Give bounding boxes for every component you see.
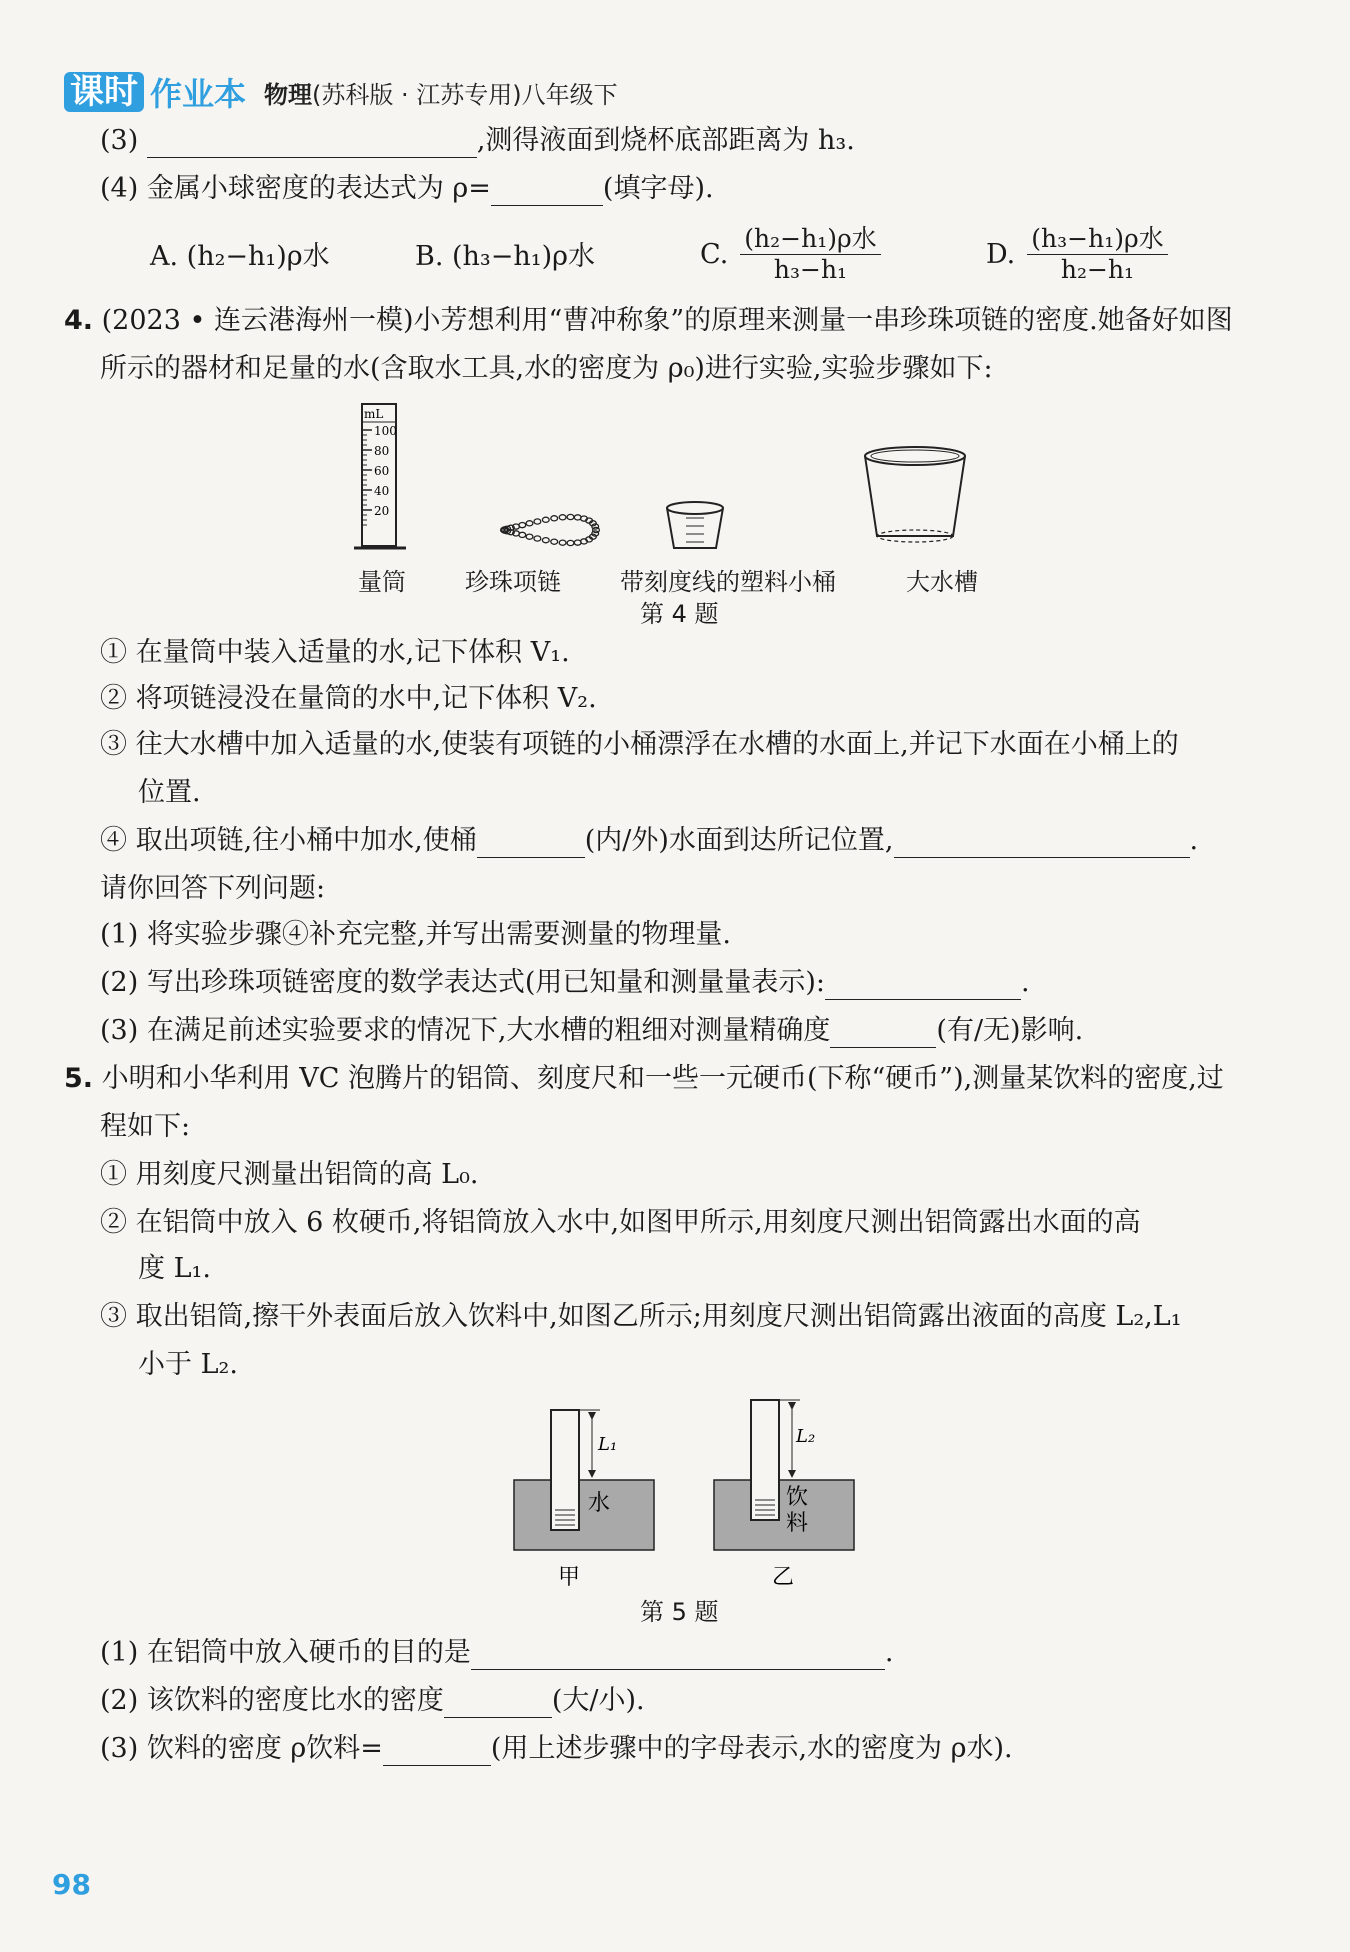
figure-yi xyxy=(714,1400,854,1590)
q4-step4: ④ 取出项链,往小桶中加水,使桶 (内/外)水面到达所记位置, . xyxy=(100,825,1199,856)
cylinder-tick-label: 40 xyxy=(374,484,390,498)
q5-step3-line2: 小于 L₂. xyxy=(138,1349,238,1380)
q5-caption: 第 5 题 xyxy=(640,1598,719,1626)
label-tank: 大水槽 xyxy=(906,568,978,596)
q5-answer1: (1) 在铝筒中放入硬币的目的是 . xyxy=(100,1637,894,1668)
pearl-necklace-icon xyxy=(501,514,600,545)
cylinder-tick-label: 60 xyxy=(374,464,390,478)
cylinder-unit: mL xyxy=(364,407,384,421)
q4-step1: ① 在量筒中装入适量的水,记下体积 V₁. xyxy=(100,637,570,668)
header xyxy=(64,70,618,114)
answer-blank[interactable] xyxy=(444,1689,552,1718)
label-water: 水 xyxy=(588,1491,611,1516)
brand-name: 作业本 xyxy=(150,75,247,113)
graduated-cylinder-icon xyxy=(354,404,406,548)
label-l1: L₁ xyxy=(598,1434,618,1455)
q4-intro-line1: 4. (2023 • 连云港海州一模)小芳想利用“曹冲称象”的原理来测量一串珍珠项链的密度.她备好如图 xyxy=(64,305,1233,336)
label-jia: 甲 xyxy=(558,1565,581,1590)
label-l2: L₂ xyxy=(796,1426,816,1447)
label-drink-2: 料 xyxy=(786,1511,809,1536)
q5-step2-line2: 度 L₁. xyxy=(138,1253,211,1284)
option-a: A. (h₂−h₁)ρ水 xyxy=(150,241,330,272)
answer-blank[interactable] xyxy=(147,129,477,158)
answer-blank[interactable] xyxy=(894,829,1190,858)
answer-blank[interactable] xyxy=(471,1641,885,1670)
answer-blank[interactable] xyxy=(477,829,585,858)
label-bucket: 带刻度线的塑料小桶 xyxy=(620,568,836,596)
plastic-bucket-icon xyxy=(667,502,723,548)
option-d: D. $\frac{\text{(h₃−h₁)ρ水}}{\text{h₂−h₁}}$ xyxy=(986,224,1168,285)
q5-answer2: (2) 该饮料的密度比水的密度 (大/小). xyxy=(100,1685,645,1716)
q4-step2: ② 将项链浸没在量筒的水中,记下体积 V₂. xyxy=(100,683,597,714)
answer-blank[interactable] xyxy=(825,971,1021,1000)
answer-blank[interactable] xyxy=(830,1019,936,1048)
q4-answer1: (1) 将实验步骤④补充完整,并写出需要测量的物理量. xyxy=(100,919,731,950)
option-b: B. (h₃−h₁)ρ水 xyxy=(415,241,595,272)
water-tank-icon xyxy=(865,447,965,542)
label-cylinder: 量筒 xyxy=(358,568,406,596)
q3-step4: (4) 金属小球密度的表达式为 ρ= (填字母). xyxy=(100,173,714,204)
answer-blank[interactable] xyxy=(383,1737,491,1766)
answer-blank[interactable] xyxy=(491,177,603,206)
q4-step3-line2: 位置. xyxy=(138,777,201,808)
cylinder-tick-label: 100 xyxy=(374,424,397,438)
label-necklace: 珍珠项链 xyxy=(465,568,561,596)
label-yi: 乙 xyxy=(772,1565,795,1590)
figure-jia xyxy=(514,1410,654,1590)
label-drink-1: 饮 xyxy=(786,1485,809,1510)
q5-intro-line2: 程如下: xyxy=(100,1111,191,1142)
header-subject: 物理(苏科版 · 江苏专用)八年级下 xyxy=(264,80,618,109)
q5-answer3: (3) 饮料的密度 ρ饮料= (用上述步骤中的字母表示,水的密度为 ρ水). xyxy=(100,1733,1013,1764)
q4-ask: 请你回答下列问题: xyxy=(100,873,326,904)
q4-intro-line2: 所示的器材和足量的水(含取水工具,水的密度为 ρ₀)进行实验,实验步骤如下: xyxy=(100,353,993,384)
option-c: C. $\frac{\text{(h₂−h₁)ρ水}}{\text{h₃−h₁}}$ xyxy=(700,224,881,285)
q4-step3-line1: ③ 往大水槽中加入适量的水,使装有项链的小桶漂浮在水槽的水面上,并记下水面在小桶上的 xyxy=(100,729,1179,760)
page-number: 98 xyxy=(52,1868,91,1901)
q5-intro-line1: 5. 小明和小华利用 VC 泡腾片的铝筒、刻度尺和一些一元硬币(下称“硬币”),测量某饮料的密度,过 xyxy=(64,1063,1224,1094)
q5-step3-line1: ③ 取出铝筒,擦干外表面后放入饮料中,如图乙所示;用刻度尺测出铝筒露出液面的高度 L₂,L₁ xyxy=(100,1301,1182,1332)
q5-step2-line1: ② 在铝筒中放入 6 枚硬币,将铝筒放入水中,如图甲所示,用刻度尺测出铝筒露出水面的高 xyxy=(100,1207,1141,1238)
brand-logo: 课时 xyxy=(64,72,144,112)
q5-step1: ① 用刻度尺测量出铝筒的高 L₀. xyxy=(100,1159,479,1190)
q3-step3: (3) ,测得液面到烧杯底部距离为 h₃. xyxy=(100,125,855,156)
q4-answer2: (2) 写出珍珠项链密度的数学表达式(用已知量和测量量表示): . xyxy=(100,967,1030,998)
q4-caption: 第 4 题 xyxy=(640,600,719,628)
q4-answer3: (3) 在满足前述实验要求的情况下,大水槽的粗细对测量精确度 (有/无)影响. xyxy=(100,1015,1084,1046)
cylinder-tick-label: 20 xyxy=(374,504,390,518)
cylinder-tick-label: 80 xyxy=(374,444,390,458)
